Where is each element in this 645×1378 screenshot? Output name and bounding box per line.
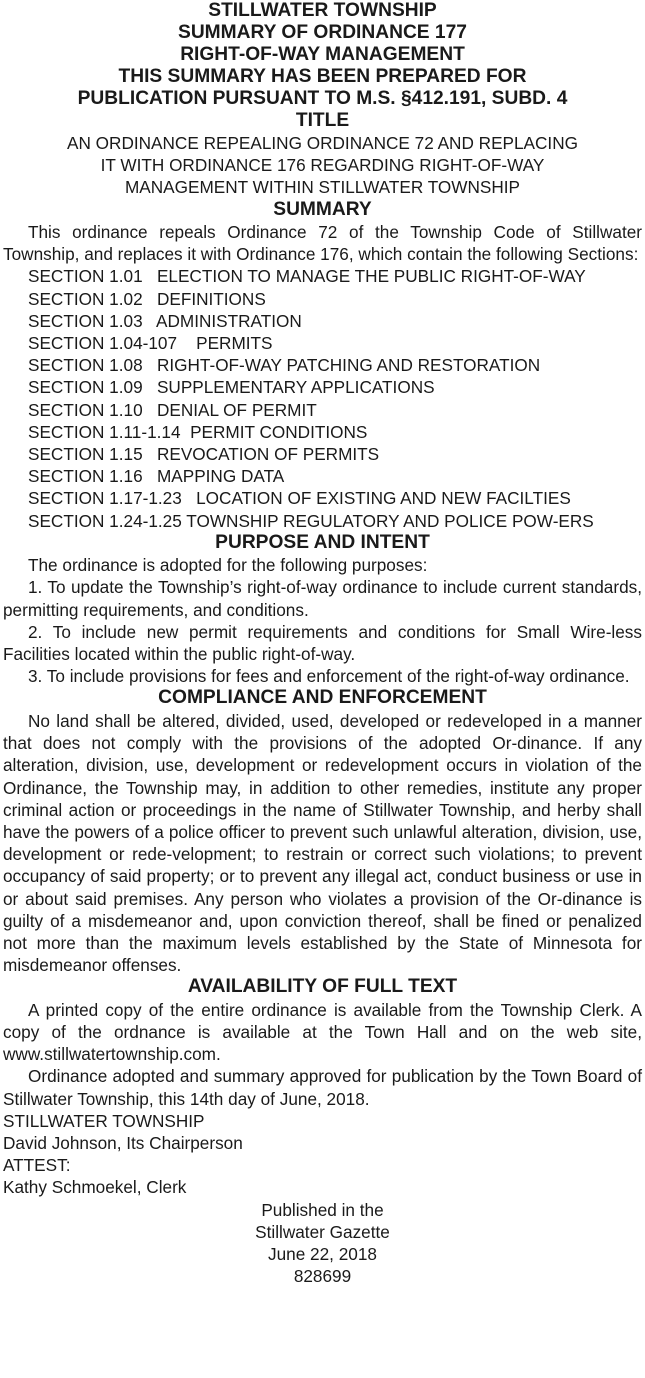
section-item: SECTION 1.09 SUPPLEMENTARY APPLICATIONS (28, 377, 435, 398)
section-item: SECTION 1.01 ELECTION TO MANAGE THE PUBLIC RIGHT-OF-WAY (28, 266, 586, 287)
title-text-line: MANAGEMENT WITHIN STILLWATER TOWNSHIP (124, 177, 521, 198)
signature-block (3, 1110, 642, 1199)
section-item: SECTION 1.08 RIGHT-OF-WAY PATCHING AND RESTORATION (28, 355, 541, 376)
title-text-line: AN ORDINANCE REPEALING ORDINANCE 72 AND REPLACING (67, 133, 578, 153)
publication-paper: Stillwater Gazette (255, 1221, 390, 1242)
section-list (3, 265, 642, 531)
title-text (3, 132, 642, 199)
purpose-item: 1. To update the Township’s right-of-way ordinance to include current standards, permitting requirements, and conditions. (3, 577, 642, 620)
title-text-line: IT WITH ORDINANCE 176 REGARDING RIGHT-OF-WAY (100, 155, 545, 176)
section-item: SECTION 1.04-107 PERMITS (28, 333, 273, 354)
section-item: SECTION 1.03 ADMINISTRATION (28, 310, 302, 331)
summary-intro: This ordinance repeals Ordinance 72 of the Township Code of Stillwater Township, and replaces it with Ordinance 176, which contain the following Sections: (3, 222, 642, 265)
publication-block (3, 1199, 642, 1288)
section-item: SECTION 1.02 DEFINITIONS (28, 288, 266, 309)
availability-body: A printed copy of the entire ordinance is available from the Township Clerk. A copy of the ordnance is available at the Town Hall and on the web site, www.stillwatertownship.com. (3, 999, 642, 1065)
header-line-township: STILLWATER TOWNSHIP (208, 0, 437, 21)
compliance-heading: COMPLIANCE AND ENFORCEMENT (158, 687, 487, 709)
header-line-summary: SUMMARY OF ORDINANCE 177 (178, 22, 467, 43)
summary-heading: SUMMARY (273, 198, 372, 220)
purpose-heading: PURPOSE AND INTENT (215, 531, 430, 553)
adoption-statement: Ordinance adopted and summary approved for publication by the Town Board of Stillwater Township, this 14th day of June, 2018. (3, 1066, 642, 1109)
signature-chair: David Johnson, Its Chairperson (3, 1132, 243, 1153)
header-line-statute: PUBLICATION PURSUANT TO M.S. §412.191, SUBD. 4 (77, 88, 568, 109)
header-line-subject: RIGHT-OF-WAY MANAGEMENT (180, 44, 465, 65)
section-item: SECTION 1.17-1.23 LOCATION OF EXISTING AND NEW FACILTIES (28, 488, 571, 509)
signature-org: STILLWATER TOWNSHIP (3, 1110, 205, 1131)
publication-number: 828699 (293, 1266, 352, 1287)
section-item: SECTION 1.16 MAPPING DATA (28, 466, 285, 487)
publication-line: Published in the (261, 1199, 384, 1220)
purpose-item: 3. To include provisions for fees and enforcement of the right-of-way ordinance. (28, 666, 630, 687)
section-item: SECTION 1.11-1.14 PERMIT CONDITIONS (28, 421, 368, 442)
section-item-wrapping: SECTION 1.24-1.25 TOWNSHIP REGULATORY AND POLICE POW-ERS (28, 510, 594, 531)
section-item: SECTION 1.10 DENIAL OF PERMIT (28, 399, 317, 420)
notice-header (3, 0, 642, 132)
header-line-prepared: THIS SUMMARY HAS BEEN PREPARED FOR (118, 66, 527, 87)
compliance-body: No land shall be altered, divided, used, developed or redeveloped in a manner that does not comply with the provisions of the adopted Or-dinance. If any alteration, division, use, development or redevelopment occurs in violation of the Ordinance, the Township may, in addition to other remedies, institute any proper criminal action or proceedings in the name of Stillwater Township, and herby shall have the powers of a police officer to prevent such unlawful alteration, division, use, development or rede-velopment; to restrain or correct such violations; to prevent occupancy of said property; or to prevent any illegal act, conduct business or use in or about said premises. Any person who violates a provision of the Or-dinance is guilty of a misdemeanor and, upon conviction thereof, shall be fined or penalized not more than the maximum levels established by the State of Minnesota for misdemeanor offenses. (3, 710, 642, 976)
signature-clerk: Kathy Schmoekel, Clerk (3, 1177, 187, 1198)
signature-attest: ATTEST: (3, 1155, 71, 1176)
availability-heading: AVAILABILITY OF FULL TEXT (187, 976, 458, 998)
purpose-intro: The ordinance is adopted for the following purposes: (28, 555, 428, 576)
publication-date: June 22, 2018 (268, 1243, 377, 1264)
header-line-title: TITLE (295, 110, 350, 131)
purpose-item: 2. To include new permit requirements and conditions for Small Wire-less Facilities located within the public right-of-way. (3, 621, 642, 665)
section-item: SECTION 1.15 REVOCATION OF PERMITS (28, 444, 380, 465)
